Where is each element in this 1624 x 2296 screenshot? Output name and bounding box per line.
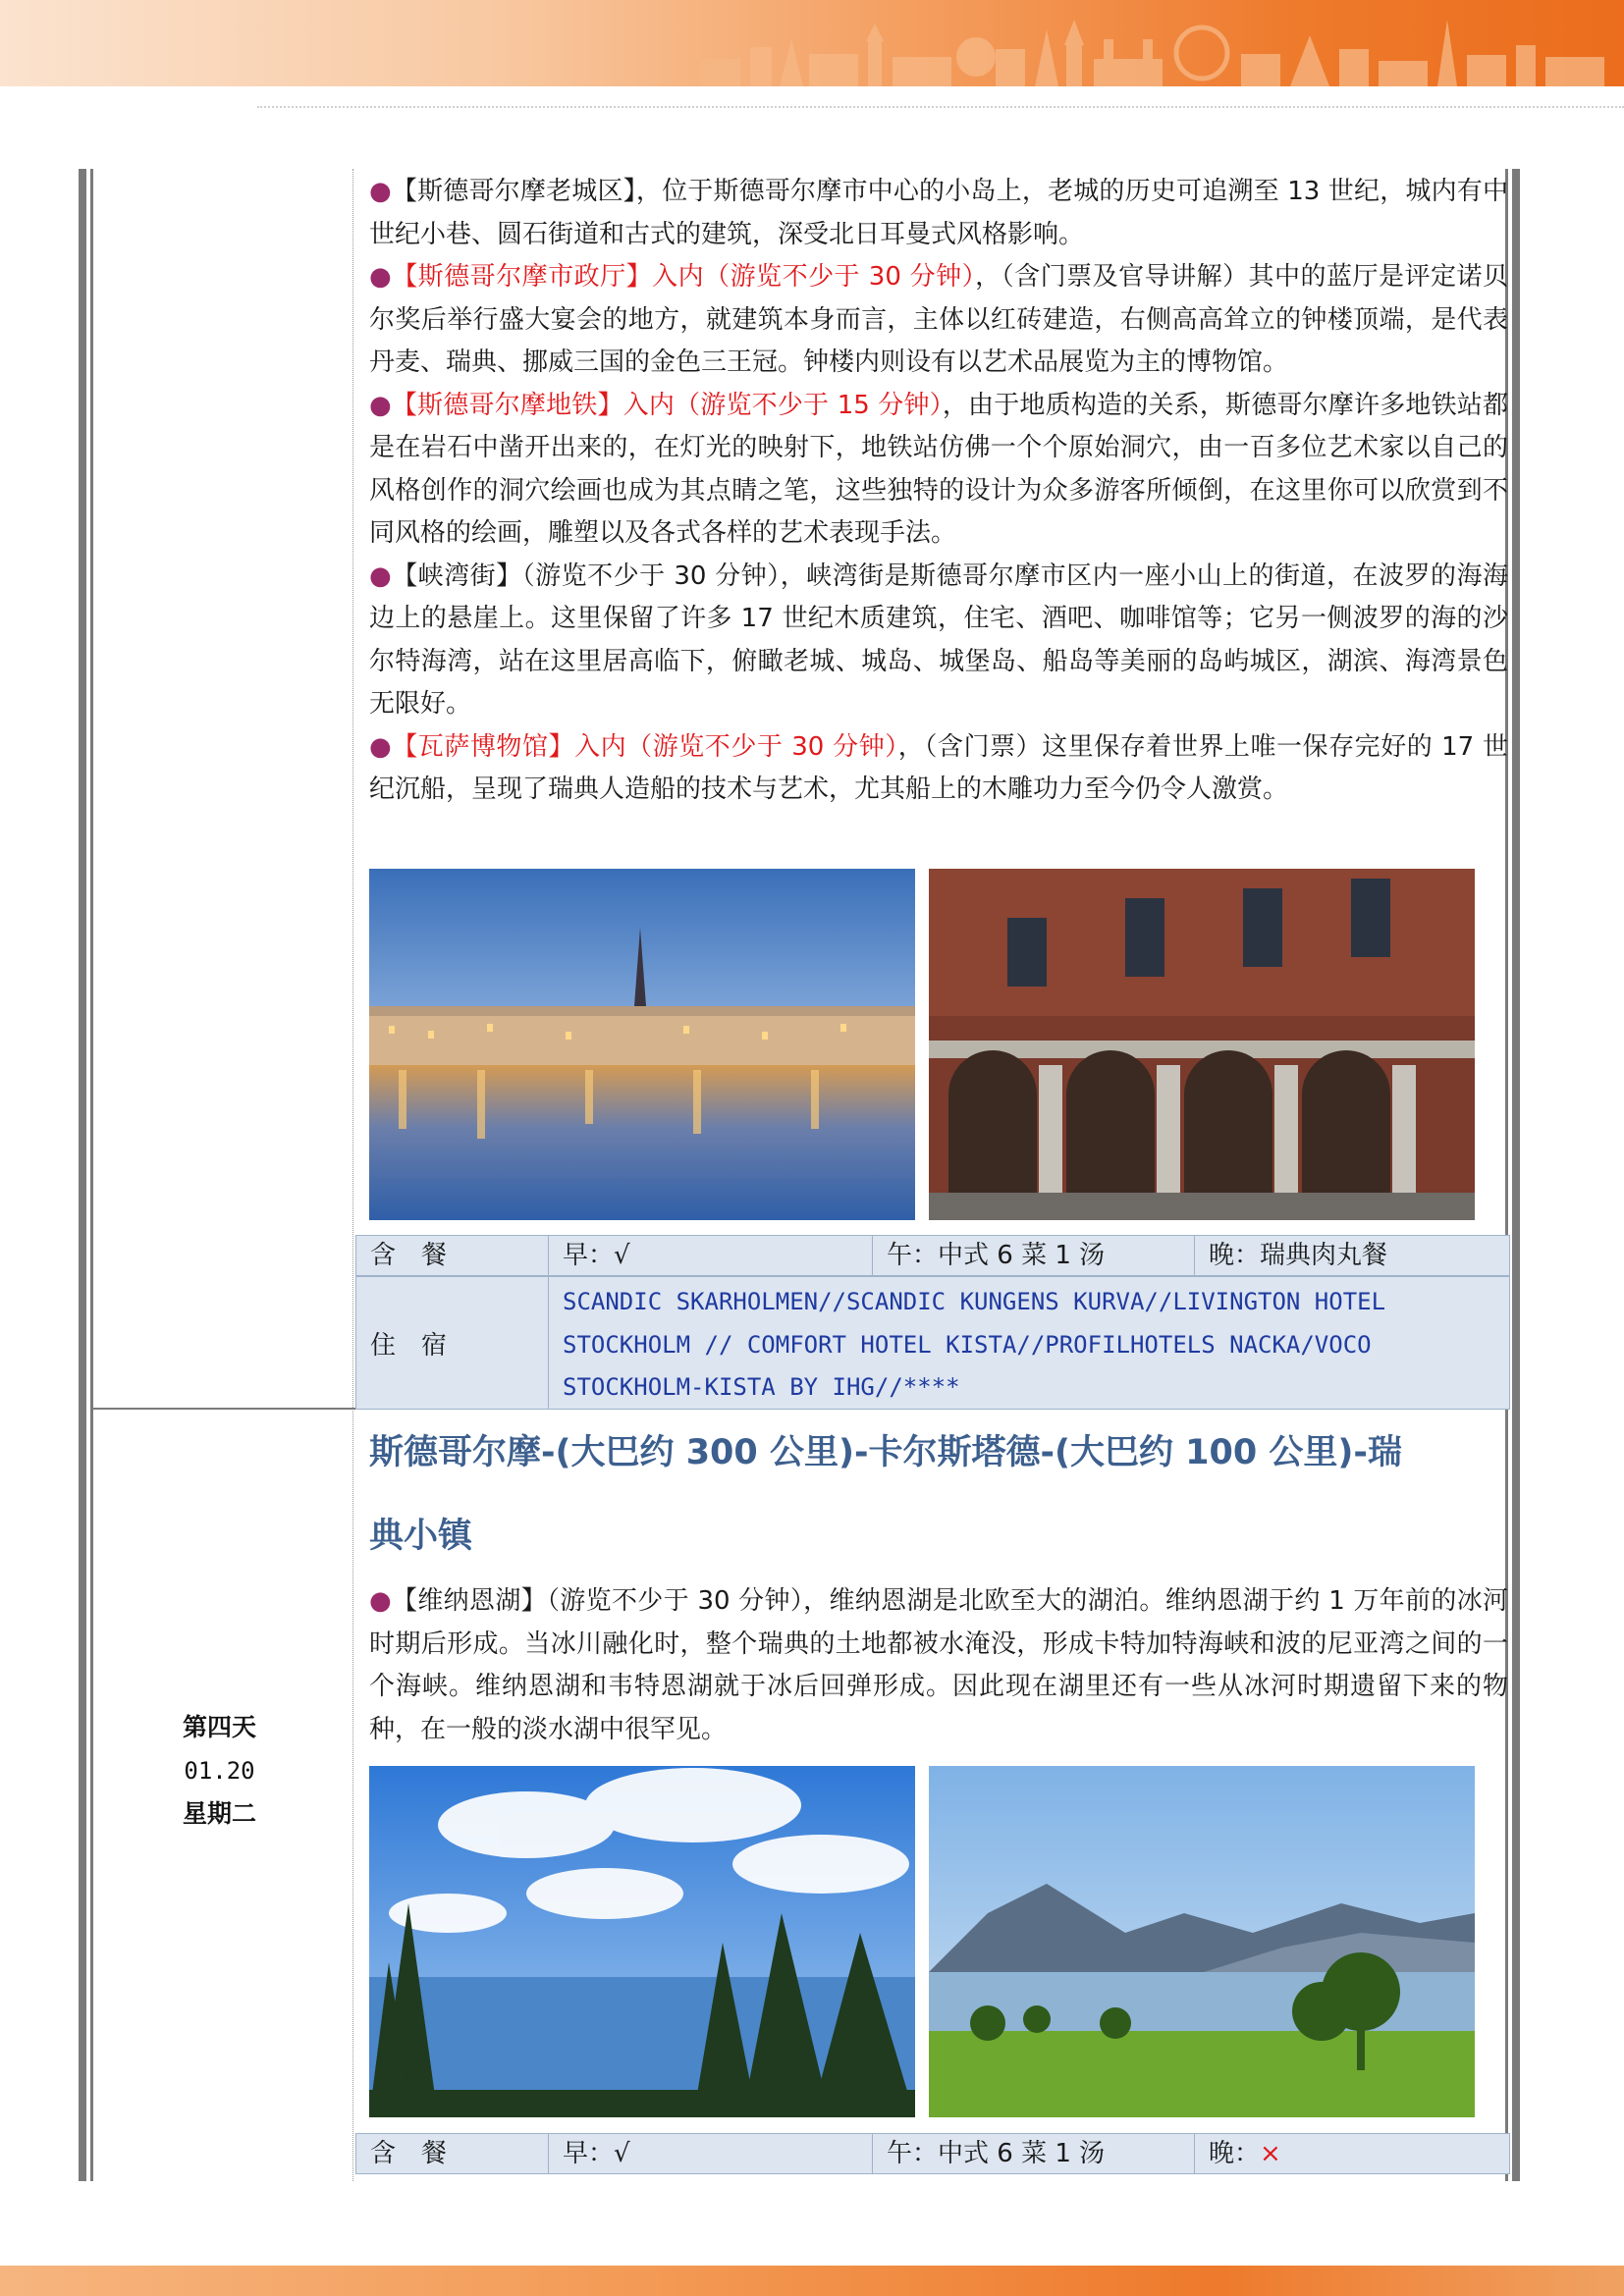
attraction-text: ，由于地质构造的关系，斯德哥尔摩许多地铁站都是在岩石中凿开出来的，在灯光的映射下，地铁站仿佛一个个原始洞穴，由一百多位艺术家以自己的风格创作的洞穴绘画也成为其点睛之笔，这些独特的设计为众多游客所倾倒，在这里你可以欣赏到不同风格的绘画，雕塑以及各式各样的艺术表现手法。 (369, 390, 1508, 548)
attraction-text: ，（含门票）这里保存着世界上唯一保存完好的 17 世纪沉船，呈现了瑞典人造船的技术与艺术，尤其船上的木雕功力至今仍令人激赏。 (369, 731, 1508, 804)
attraction-title: 【斯德哥尔摩地铁】入内（游览不少于 15 分钟） (391, 390, 943, 420)
day3-hotel-row (355, 1276, 1510, 1410)
bullet-icon: ● (369, 731, 393, 762)
meal-lunch: 午：中式 6 菜 1 汤 (873, 2134, 1195, 2173)
meal-breakfast: 早：√ (549, 2134, 873, 2173)
hotel-label: 住 宿 (356, 1277, 549, 1409)
table-border-right (1512, 169, 1520, 2181)
route-title-line2: 典小镇 (369, 1517, 473, 1556)
day4-label (93, 1706, 346, 1836)
day4-meals-row (355, 2133, 1510, 2174)
photo-swedish-lake-town (929, 1766, 1475, 2117)
bullet-icon: ● (369, 561, 393, 591)
attraction-title: 【瓦萨博物馆】入内（游览不少于 30 分钟） (392, 731, 898, 762)
route-title-line1: 斯德哥尔摩-(大巴约 300 公里)-卡尔斯塔德-(大巴约 100 公里)-瑞 (369, 1433, 1402, 1472)
meal-dinner: 晚：瑞典肉丸餐 (1209, 1241, 1388, 1270)
footer-band (0, 2266, 1624, 2296)
attraction-title: 【峡湾街】 (392, 561, 522, 591)
attraction-item (369, 1580, 1508, 1751)
bullet-icon: ● (369, 1586, 393, 1616)
attraction-text: ，峡湾街是斯德哥尔摩市区内一座小山上的街道，在波罗的海海边上的悬崖上。这里保留了许多 17 世纪木质建筑，住宅、酒吧、咖啡馆等；它另一侧波罗的海的沙尔特海湾，站在这里居高临下，俯瞰老城、城岛、城堡岛、船岛等美丽的岛屿城区，湖滨、海湾景色无限好。 (369, 561, 1508, 719)
bullet-icon: ● (369, 390, 392, 420)
attraction-item (369, 556, 1508, 726)
table-border-left-inner (90, 169, 93, 2181)
cross-icon: × (1260, 2139, 1281, 2168)
day4-description (369, 1580, 1508, 1751)
day-number: 第四天 (182, 1713, 256, 1741)
city-skyline-decoration (681, 0, 1624, 86)
photo-city-hall-arcade (929, 869, 1475, 1220)
meal-lunch: 午：中式 6 菜 1 汤 (873, 1236, 1195, 1275)
day3-meals-row (355, 1235, 1510, 1276)
attraction-title: 【维纳恩湖】 (392, 1586, 547, 1616)
bullet-icon: ● (369, 262, 393, 292)
day-date: 01.20 (184, 1757, 255, 1785)
attraction-text: ，位于斯德哥尔摩市中心的小岛上，老城的历史可追溯至 13 世纪，城内有中世纪小巷、圆石街道和古式的建筑，深受北日耳曼式风格影响。 (369, 177, 1508, 249)
meal-breakfast: 早：√ (549, 1236, 873, 1275)
attraction-item (369, 726, 1508, 812)
attraction-note: （游览不少于 30 分钟） (546, 1586, 804, 1616)
attraction-item (369, 171, 1508, 256)
day-weekday: 星期二 (182, 1799, 256, 1828)
meal-dinner (1195, 2134, 1509, 2173)
attraction-item (369, 256, 1508, 385)
table-border-left (79, 169, 86, 2181)
attraction-title: 【斯德哥尔摩市政厅】入内（游览不少于 30 分钟） (392, 262, 976, 292)
meals-label: 含 餐 (356, 1236, 549, 1275)
column-divider (352, 169, 354, 2181)
photo-lake-vanern-forest (369, 1766, 915, 2117)
photo-stockholm-old-town (369, 869, 915, 1220)
day3-description (369, 171, 1508, 812)
attraction-text: ，（含门票及官导讲解）其中的蓝厅是评定诺贝尔奖后举行盛大宴会的地方，就建筑本身而言，主体以红砖建造，右侧高高耸立的钟楼顶端，是代表丹麦、瑞典、挪威三国的金色三王冠。钟楼内则设有以艺术品展览为主的博物馆。 (369, 262, 1508, 377)
attraction-title: 【斯德哥尔摩老城区】 (391, 177, 636, 206)
day4-route-title (369, 1412, 1508, 1578)
meals-label: 含 餐 (356, 2134, 549, 2173)
bullet-icon: ● (369, 177, 392, 206)
attraction-note: （游览不少于 30 分钟） (521, 561, 781, 591)
attraction-item (369, 385, 1508, 556)
meal-dinner-prefix: 晚： (1209, 2139, 1261, 2168)
attraction-text: ，维纳恩湖是北欧至大的湖泊。维纳恩湖于约 1 万年前的冰河时期后形成。当冰川融化时，整个瑞典的土地都被水淹没，形成卡特加特海峡和波的尼亚湾之间的一个海峡。维纳恩湖和韦特恩湖就于冰后回弹形成。因此现在湖里还有一些从冰河时期遗留下来的物种，在一般的淡水湖中很罕见。 (369, 1586, 1508, 1744)
hotel-list: SCANDIC SKARHOLMEN//SCANDIC KUNGENS KURVA//LIVINGTON HOTEL STOCKHOLM // COMFORT HOTEL KISTA//PROFILHOTELS NACKA/VOCO STOCKHOLM-KISTA BY IHG//**** (563, 1288, 1386, 1401)
header-divider (257, 106, 1624, 108)
